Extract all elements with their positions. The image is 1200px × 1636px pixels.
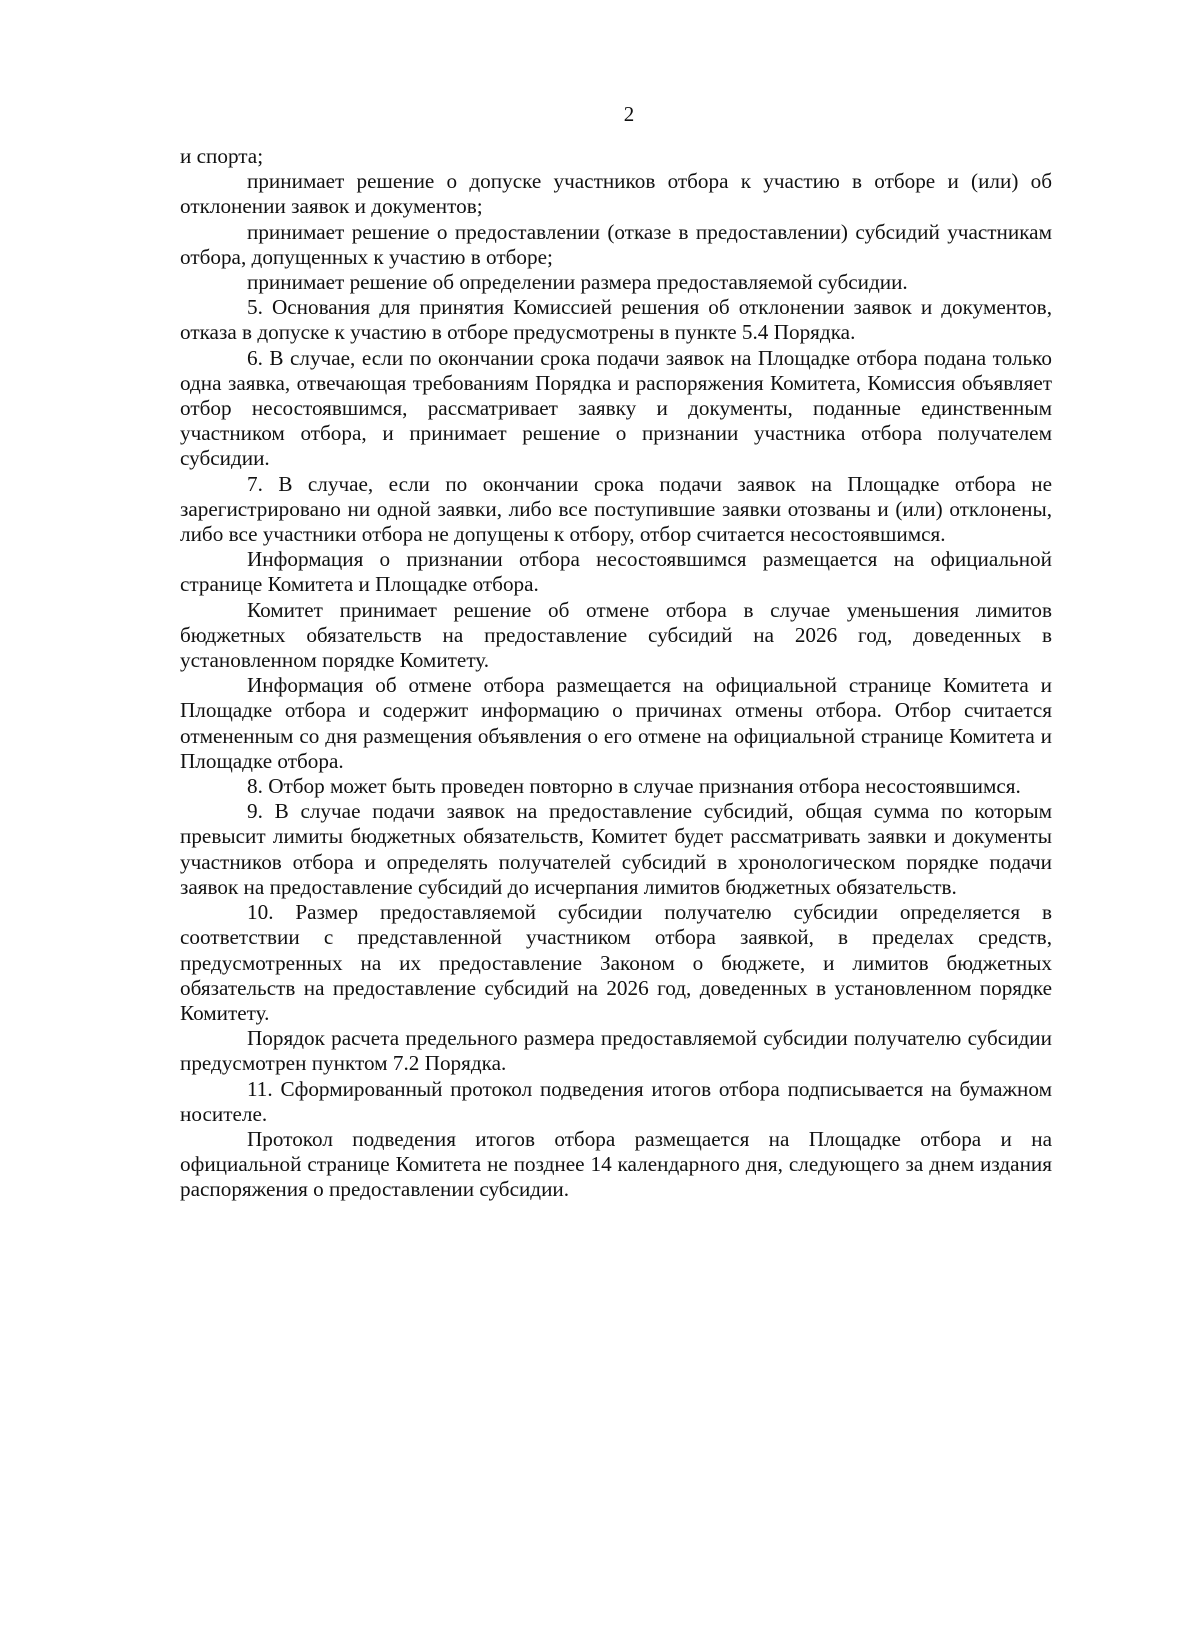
document-body bbox=[180, 144, 1052, 1203]
paragraph: 7. В случае, если по окончании срока подачи заявок на Площадке отбора не зарегистрировано ни одной заявки, либо все поступившие заявки отозваны и (или) отклонены, либо все участники отбора не допущены к отбору, отбор считается несостоявшимся. bbox=[180, 471, 1052, 547]
paragraph: 6. В случае, если по окончании срока подачи заявок на Площадке отбора подана только одна заявка, отвечающая требованиям Порядка и распоряжения Комитета, Комиссия объявляет отбор несостоявшимся, рассматривает заявку и документы, поданные единственным участником отбора, и принимает решение о признании участника отбора получателем субсидии. bbox=[180, 345, 1052, 471]
paragraph: принимает решение об определении размера предоставляемой субсидии. bbox=[247, 270, 908, 295]
paragraph: Комитет принимает решение об отмене отбора в случае уменьшения лимитов бюджетных обязательств на предоставление субсидий на 2026 год, доведенных в установленном порядке Комитету. bbox=[180, 597, 1052, 673]
page-number: 2 bbox=[623, 102, 635, 126]
paragraph: Информация об отмене отбора размещается на официальной странице Комитета и Площадке отбора и содержит информацию о причинах отмены отбора. Отбор считается отмененным со дня размещения объявления о его отмене на официальной странице Комитета и Площадке отбора. bbox=[180, 673, 1052, 773]
paragraph: Информация о признании отбора несостоявшимся размещается на официальной странице Комитета и Площадке отбора. bbox=[180, 547, 1052, 597]
paragraph: 9. В случае подачи заявок на предоставление субсидий, общая сумма по которым превысит лимиты бюджетных обязательств, Комитет будет рассматривать заявки и документы участников отбора и определять получателей субсидий в хронологическом порядке подачи заявок на предоставление субсидий до исчерпания лимитов бюджетных обязательств. bbox=[180, 799, 1052, 899]
paragraph: и спорта; bbox=[180, 144, 264, 168]
paragraph: Порядок расчета предельного размера предоставляемой субсидии получателю субсидии предусмотрен пунктом 7.2 Порядка. bbox=[180, 1026, 1052, 1076]
paragraph: принимает решение о допуске участников отбора к участию в отборе и (или) об отклонении заявок и документов; bbox=[180, 169, 1052, 219]
paragraph: Протокол подведения итогов отбора размещается на Площадке отбора и на официальной странице Комитета не позднее 14 календарного дня, следующего за днем издания распоряжения о предоставлении субсидии. bbox=[180, 1126, 1052, 1202]
paragraph: 5. Основания для принятия Комиссией решения об отклонении заявок и документов, отказа в допуске к участию в отборе предусмотрены в пункте 5.4 Порядка. bbox=[180, 295, 1052, 345]
paragraph: принимает решение о предоставлении (отказе в предоставлении) субсидий участникам отбора, допущенных к участию в отборе; bbox=[180, 219, 1052, 269]
paragraph: 10. Размер предоставляемой субсидии получателю субсидии определяется в соответствии с представленной участником отбора заявкой, в пределах средств, предусмотренных на их предоставление Законом о бюджете, и лимитов бюджетных обязательств на предоставление субсидий на 2026 год, доведенных в установленном порядке Комитету. bbox=[180, 900, 1052, 1025]
paragraph: 8. Отбор может быть проведен повторно в случае признания отбора несостоявшимся. bbox=[247, 774, 1021, 799]
paragraph: 11. Сформированный протокол подведения итогов отбора подписывается на бумажном носителе. bbox=[180, 1076, 1052, 1126]
